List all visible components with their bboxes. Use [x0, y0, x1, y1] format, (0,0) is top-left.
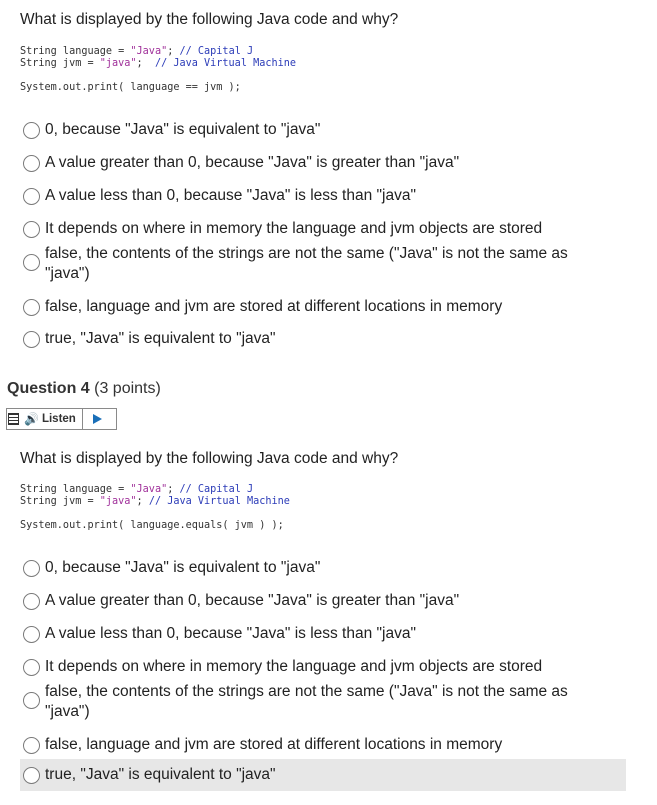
question-4-heading	[7, 380, 161, 398]
q3-option-3[interactable]	[20, 186, 626, 206]
radio-button[interactable]	[23, 692, 40, 709]
radio-button[interactable]	[23, 122, 40, 139]
question-4-code	[20, 484, 290, 508]
code-line	[20, 46, 253, 57]
q4-option-6[interactable]	[20, 735, 626, 755]
code-decl: String language =	[20, 46, 131, 57]
code-semicolon: ;	[136, 496, 149, 507]
radio-button[interactable]	[23, 221, 40, 238]
option-label: false, the contents of the strings are not the same ("Java" is not the same as "java")	[45, 245, 568, 282]
radio-button[interactable]	[23, 659, 40, 676]
document-icon[interactable]	[8, 413, 19, 425]
question-3-code	[20, 46, 296, 70]
question-4-prompt: What is displayed by the following Java code and why?	[20, 450, 399, 467]
q4-option-5[interactable]	[20, 682, 626, 722]
code-decl: String jvm =	[20, 58, 100, 69]
code-decl: String jvm =	[20, 496, 100, 507]
q4-option-3[interactable]	[20, 624, 626, 644]
option-label: false, language and jvm are stored at different locations in memory	[45, 298, 503, 315]
option-label: true, "Java" is equivalent to "java"	[45, 766, 276, 783]
question-points: (3 points)	[89, 380, 161, 397]
q4-option-1[interactable]	[20, 558, 626, 578]
play-icon[interactable]	[93, 414, 102, 424]
code-comment: // Java Virtual Machine	[154, 58, 297, 69]
radio-button[interactable]	[23, 560, 40, 577]
radio-button[interactable]	[23, 299, 40, 316]
listen-button[interactable]	[6, 408, 117, 430]
listen-label: Listen	[41, 413, 76, 425]
q4-option-7[interactable]	[20, 759, 626, 791]
option-label: 0, because "Java" is equivalent to "java"	[45, 121, 321, 138]
code-comment: // Capital J	[179, 484, 254, 495]
code-semicolon: ;	[136, 58, 155, 69]
option-label: It depends on where in memory the language and jvm objects are stored	[45, 658, 543, 675]
question-3-prompt: What is displayed by the following Java code and why?	[20, 11, 399, 28]
option-label: false, the contents of the strings are not the same ("Java" is not the same as "java")	[45, 683, 568, 720]
code-decl: String language =	[20, 484, 131, 495]
code-comment: // Capital J	[179, 46, 254, 57]
question-title: Question 4	[7, 380, 90, 397]
radio-button[interactable]	[23, 737, 40, 754]
code-string: "java"	[99, 58, 137, 69]
question-3-code-print: System.out.print( language == jvm );	[20, 82, 241, 93]
radio-button[interactable]	[23, 254, 40, 271]
radio-button[interactable]	[23, 331, 40, 348]
code-line	[20, 58, 296, 69]
option-label: A value greater than 0, because "Java" is greater than "java"	[45, 592, 460, 609]
q3-option-5[interactable]	[20, 244, 626, 284]
q3-option-1[interactable]	[20, 120, 626, 140]
q3-option-7[interactable]	[20, 329, 626, 349]
option-label: 0, because "Java" is equivalent to "java"	[45, 559, 321, 576]
q3-option-6[interactable]	[20, 297, 626, 317]
q4-option-4[interactable]	[20, 657, 626, 677]
code-line	[20, 484, 253, 495]
option-label: A value less than 0, because "Java" is less than "java"	[45, 187, 416, 204]
option-label: A value greater than 0, because "Java" is greater than "java"	[45, 154, 460, 171]
option-label: A value less than 0, because "Java" is less than "java"	[45, 625, 416, 642]
code-line	[20, 496, 290, 507]
radio-button[interactable]	[23, 593, 40, 610]
radio-button[interactable]	[23, 155, 40, 172]
q3-option-4[interactable]	[20, 219, 626, 239]
option-label: true, "Java" is equivalent to "java"	[45, 330, 276, 347]
code-string: "Java"	[130, 46, 168, 57]
radio-button[interactable]	[23, 767, 40, 784]
question-4-code-print: System.out.print( language.equals( jvm ) );	[20, 520, 284, 531]
radio-button[interactable]	[23, 626, 40, 643]
code-semicolon: ;	[167, 484, 180, 495]
code-string: "Java"	[130, 484, 168, 495]
option-label: false, language and jvm are stored at different locations in memory	[45, 736, 503, 753]
code-comment: // Java Virtual Machine	[148, 496, 290, 507]
code-semicolon: ;	[167, 46, 180, 57]
code-string: "java"	[99, 496, 137, 507]
radio-button[interactable]	[23, 188, 40, 205]
divider	[82, 409, 83, 429]
option-label: It depends on where in memory the language and jvm objects are stored	[45, 220, 543, 237]
speaker-icon: 🔊	[24, 412, 39, 426]
q3-option-2[interactable]	[20, 153, 626, 173]
q4-option-2[interactable]	[20, 591, 626, 611]
